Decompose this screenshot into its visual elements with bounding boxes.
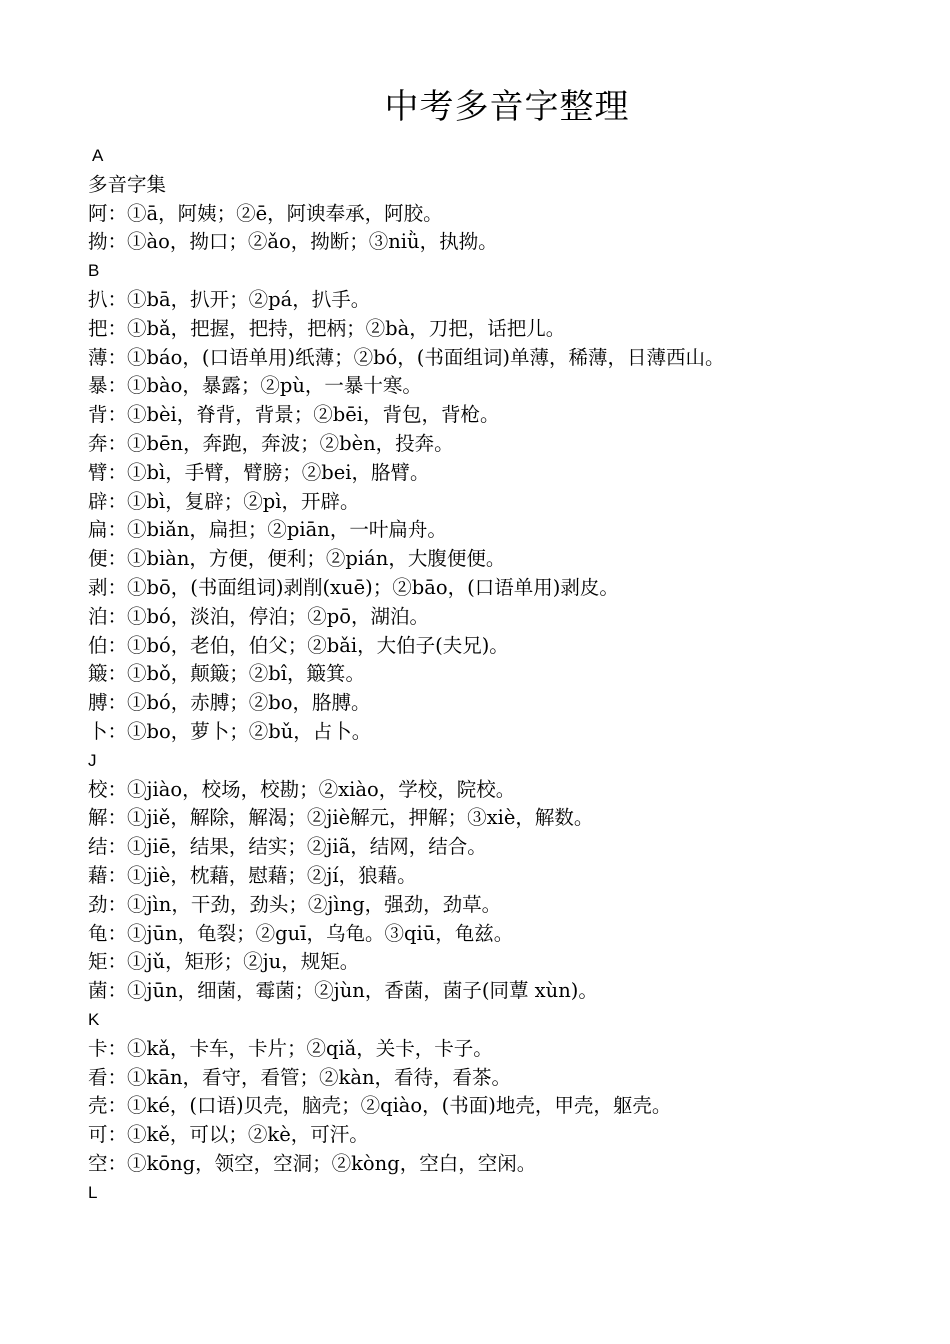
entry-character: 藉： (88, 863, 128, 887)
document-body (88, 142, 928, 1207)
list-item (88, 344, 928, 373)
list-item (88, 804, 928, 833)
list-item (88, 1092, 928, 1121)
entry-character: 劲： (88, 892, 128, 916)
entry-readings: ①báo，(口语单用)纸薄；②bó，(书面组词)单薄，稀薄，日薄西山。 (127, 345, 725, 369)
entry-readings: ①bó，淡泊，停泊；②pō，湖泊。 (127, 604, 429, 628)
entry-readings: ①jiè，枕藉，慰藉；②jí，狼藉。 (127, 863, 417, 887)
list-item (88, 718, 928, 747)
entry-readings: ①bā，扒开；②pá，扒手。 (127, 287, 371, 311)
list-item (88, 603, 928, 632)
entry-readings: ①biàn，方便，便利；②pián，大腹便便。 (127, 547, 506, 571)
entry-character: 看： (88, 1065, 128, 1089)
list-item (88, 1064, 928, 1093)
list-item (88, 286, 928, 315)
section-header-l: L (88, 1182, 98, 1202)
page-title: 中考多音字整理 (384, 87, 630, 127)
list-item (88, 459, 928, 488)
list-item (88, 776, 928, 805)
list-item (88, 920, 928, 949)
entry-readings: ①jǔ，矩形；②ju，规矩。 (127, 950, 360, 974)
list-item (88, 1035, 928, 1064)
list-item (88, 574, 928, 603)
entry-readings: ①bēn，奔跑，奔波；②bèn，投奔。 (127, 431, 454, 455)
list-item (88, 401, 928, 430)
entry-readings: ①ā，阿姨；②ē，阿谀奉承，阿胶。 (127, 201, 443, 225)
list-item (88, 891, 928, 920)
list-item (88, 516, 928, 545)
list-item (88, 1150, 928, 1179)
section-a-entries (88, 200, 928, 258)
section-header-a: A (92, 146, 104, 165)
entry-character: 伯： (88, 633, 128, 657)
list-item (88, 862, 928, 891)
entry-readings: ①jiào，校场，校勘；②xiào，学校，院校。 (127, 777, 516, 801)
entry-character: 便： (88, 547, 128, 571)
entry-character: 背： (88, 403, 128, 427)
entry-readings: ①bǎ，把握，把持，把柄；②bà，刀把，话把儿。 (127, 316, 566, 340)
entry-character: 薄： (88, 345, 128, 369)
entry-readings: ①bǒ，颠簸；②bî，簸箕。 (127, 662, 365, 686)
entry-character: 阿： (88, 201, 128, 225)
entry-readings: ①jūn，龟裂；②guī，乌龟。③qiū，龟兹。 (127, 921, 514, 945)
entry-character: 矩： (88, 950, 128, 974)
list-item (88, 660, 928, 689)
entry-readings: ①bó，老伯，伯父；②bǎi，大伯子(夫兄)。 (127, 633, 509, 657)
entry-readings: ①ké，(口语)贝壳，脑壳；②qiào，(书面)地壳，甲壳，躯壳。 (127, 1094, 672, 1118)
entry-readings: ①bō，(书面组词)剥削(xuē)；②bāo，(口语单用)剥皮。 (127, 575, 619, 599)
list-item (88, 228, 928, 257)
entry-character: 菌： (88, 979, 128, 1003)
list-item (88, 948, 928, 977)
section-k-entries (88, 1035, 928, 1179)
list-item (88, 545, 928, 574)
entry-character: 龟： (88, 921, 128, 945)
list-item (88, 315, 928, 344)
entry-readings: ①kān，看守，看管；②kàn，看待，看茶。 (127, 1065, 512, 1089)
section-header-k: K (88, 1009, 100, 1029)
entry-character: 卡： (88, 1036, 128, 1060)
entry-readings: ①bào，暴露；②pù，一暴十寒。 (127, 374, 422, 398)
entry-character: 剥： (88, 575, 128, 599)
list-item (88, 488, 928, 517)
list-item (88, 833, 928, 862)
entry-readings: ①bo，萝卜；②bǔ，占卜。 (127, 719, 372, 743)
collection-label: 多音字集 (88, 172, 167, 196)
section-b-entries (88, 286, 928, 747)
entry-readings: ①jiē，结果，结实；②jiã，结网，结合。 (127, 835, 487, 859)
entry-character: 扒： (88, 287, 128, 311)
entry-readings: ①bì，手臂，臂膀；②bei，胳臂。 (127, 460, 430, 484)
list-item (88, 977, 928, 1006)
entry-character: 臂： (88, 460, 128, 484)
entry-character: 可： (88, 1123, 128, 1147)
entry-readings: ①jiě，解除，解渴；②jiè解元，押解；③xiè，解数。 (127, 806, 594, 830)
entry-character: 奔： (88, 431, 128, 455)
entry-character: 校： (88, 777, 128, 801)
entry-character: 簸： (88, 662, 128, 686)
entry-readings: ①bì，复辟；②pì，开辟。 (127, 489, 360, 513)
entry-readings: ①bèi，脊背，背景；②bēi，背包，背枪。 (127, 403, 500, 427)
list-item (88, 632, 928, 661)
list-item (88, 430, 928, 459)
list-item (88, 689, 928, 718)
section-header-j: J (88, 750, 97, 770)
section-j-entries (88, 776, 928, 1006)
entry-character: 把： (88, 316, 128, 340)
list-item (88, 200, 928, 229)
entry-readings: ①ào，拗口；②ǎo，拗断；③niǜ，执拗。 (127, 230, 498, 254)
entry-character: 解： (88, 806, 128, 830)
entry-readings: ①kōng，领空，空洞；②kòng，空白，空闲。 (127, 1151, 537, 1175)
entry-character: 结： (88, 835, 128, 859)
entry-character: 辟： (88, 489, 128, 513)
entry-character: 拗： (88, 230, 128, 254)
entry-character: 空： (88, 1151, 128, 1175)
entry-readings: ①jìn，干劲，劲头；②jìng，强劲，劲草。 (127, 892, 502, 916)
entry-character: 扁： (88, 518, 128, 542)
entry-character: 壳： (88, 1094, 128, 1118)
entry-readings: ①bó，赤膊；②bo，胳膊。 (127, 691, 371, 715)
entry-readings: ①biǎn，扁担；②piān，一叶扁舟。 (127, 518, 447, 542)
entry-character: 暴： (88, 374, 128, 398)
entry-character: 泊： (88, 604, 128, 628)
entry-character: 卜： (88, 719, 128, 743)
entry-character: 膊： (88, 691, 128, 715)
list-item (88, 372, 928, 401)
list-item (88, 1121, 928, 1150)
entry-readings: ①jūn，细菌，霉菌；②jùn，香菌，菌子(同蕈 xùn)。 (127, 979, 598, 1003)
entry-readings: ①kě，可以；②kè，可汗。 (127, 1123, 369, 1147)
entry-readings: ①kǎ，卡车，卡片；②qiǎ，关卡，卡子。 (127, 1036, 493, 1060)
section-header-b: B (88, 261, 100, 281)
